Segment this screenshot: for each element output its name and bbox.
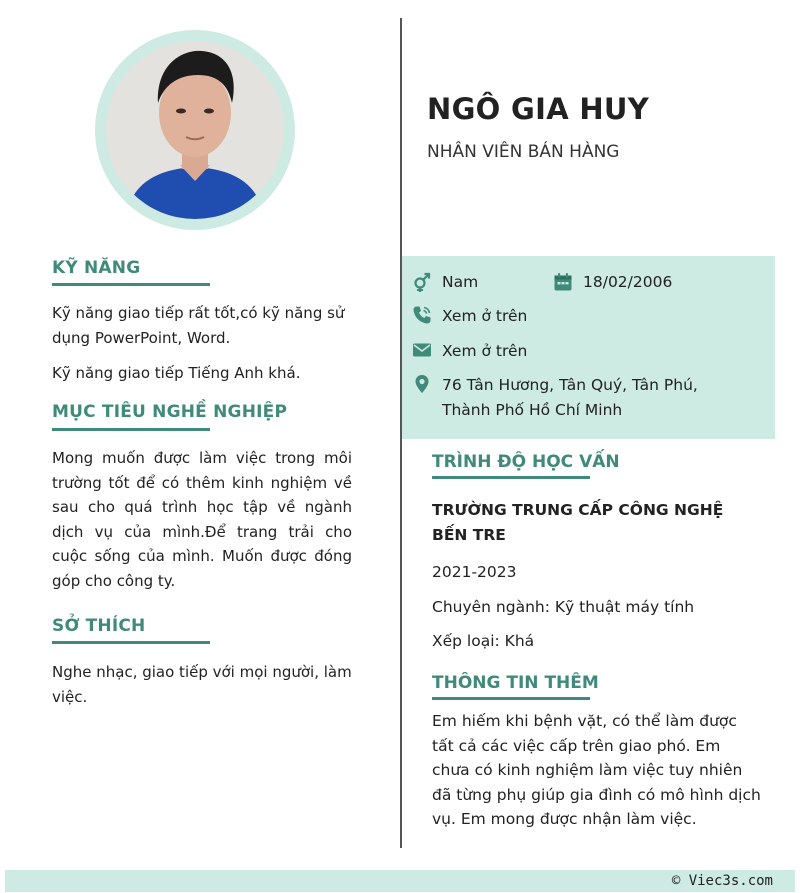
birthdate-value: 18/02/2006 <box>583 273 673 291</box>
gender-icon <box>412 272 432 292</box>
hobbies-text: Nghe nhạc, giao tiếp với mọi người, làm việc. <box>52 663 352 706</box>
skills-underline <box>52 283 210 286</box>
phone-value: Xem ở trên <box>442 307 528 325</box>
skills-title: KỸ NĂNG <box>52 258 141 278</box>
hobbies-title: SỞ THÍCH <box>52 616 146 636</box>
footer-bar <box>5 870 795 892</box>
career-goal-text: Mong muốn được làm việc trong môi trường tốt để có thêm kinh nghiệm về sau cho quá trình học tập về ngành dịch vụ của mình.Để trang trải cho cuộc sống của mình. Muốn được đóng góp cho công ty. <box>52 449 352 590</box>
additional-info-text: Em hiếm khi bệnh vặt, có thể làm được tất cả các việc cấp trên giao phó. Em chưa có kinh nghiệm làm việc tuy nhiên đã từng phụ giúp gia đình có mô hình dịch vụ. Em mong được nhận làm việc. <box>432 712 761 829</box>
education-title: TRÌNH ĐỘ HỌC VẤN <box>432 452 620 472</box>
education-years: 2021-2023 <box>432 563 517 581</box>
email-value: Xem ở trên <box>442 342 528 360</box>
avatar <box>106 41 284 219</box>
calendar-icon <box>553 272 573 292</box>
skills-item-2: Kỹ năng giao tiếp Tiếng Anh khá. <box>52 364 301 382</box>
location-icon <box>412 374 432 394</box>
phone-icon <box>412 305 432 325</box>
school-name: TRƯỜNG TRUNG CẤP CÔNG NGHỆ BẾN TRE <box>432 501 724 544</box>
additional-info-title: THÔNG TIN THÊM <box>432 673 599 693</box>
avatar-photo <box>106 41 284 219</box>
address-line-1: 76 Tân Hương, Tân Quý, Tân Phú, <box>442 376 698 394</box>
candidate-name: NGÔ GIA HUY <box>427 92 650 126</box>
email-icon <box>412 340 432 360</box>
additional-info-underline <box>432 697 590 700</box>
career-goal-underline <box>52 428 210 431</box>
education-major: Chuyên ngành: Kỹ thuật máy tính <box>432 598 695 616</box>
skills-item-1: Kỹ năng giao tiếp rất tốt,có kỹ năng sử dụng PowerPoint, Word. <box>52 304 345 347</box>
job-title: NHÂN VIÊN BÁN HÀNG <box>427 142 620 162</box>
education-grade: Xếp loại: Khá <box>432 632 535 650</box>
gender-value: Nam <box>442 273 479 291</box>
footer-copyright: © Viec3s.com <box>671 873 773 889</box>
education-underline <box>432 476 590 479</box>
address-line-2: Thành Phố Hồ Chí Minh <box>442 401 623 419</box>
hobbies-underline <box>52 641 210 644</box>
career-goal-title: MỤC TIÊU NGHỀ NGHIỆP <box>52 402 288 422</box>
